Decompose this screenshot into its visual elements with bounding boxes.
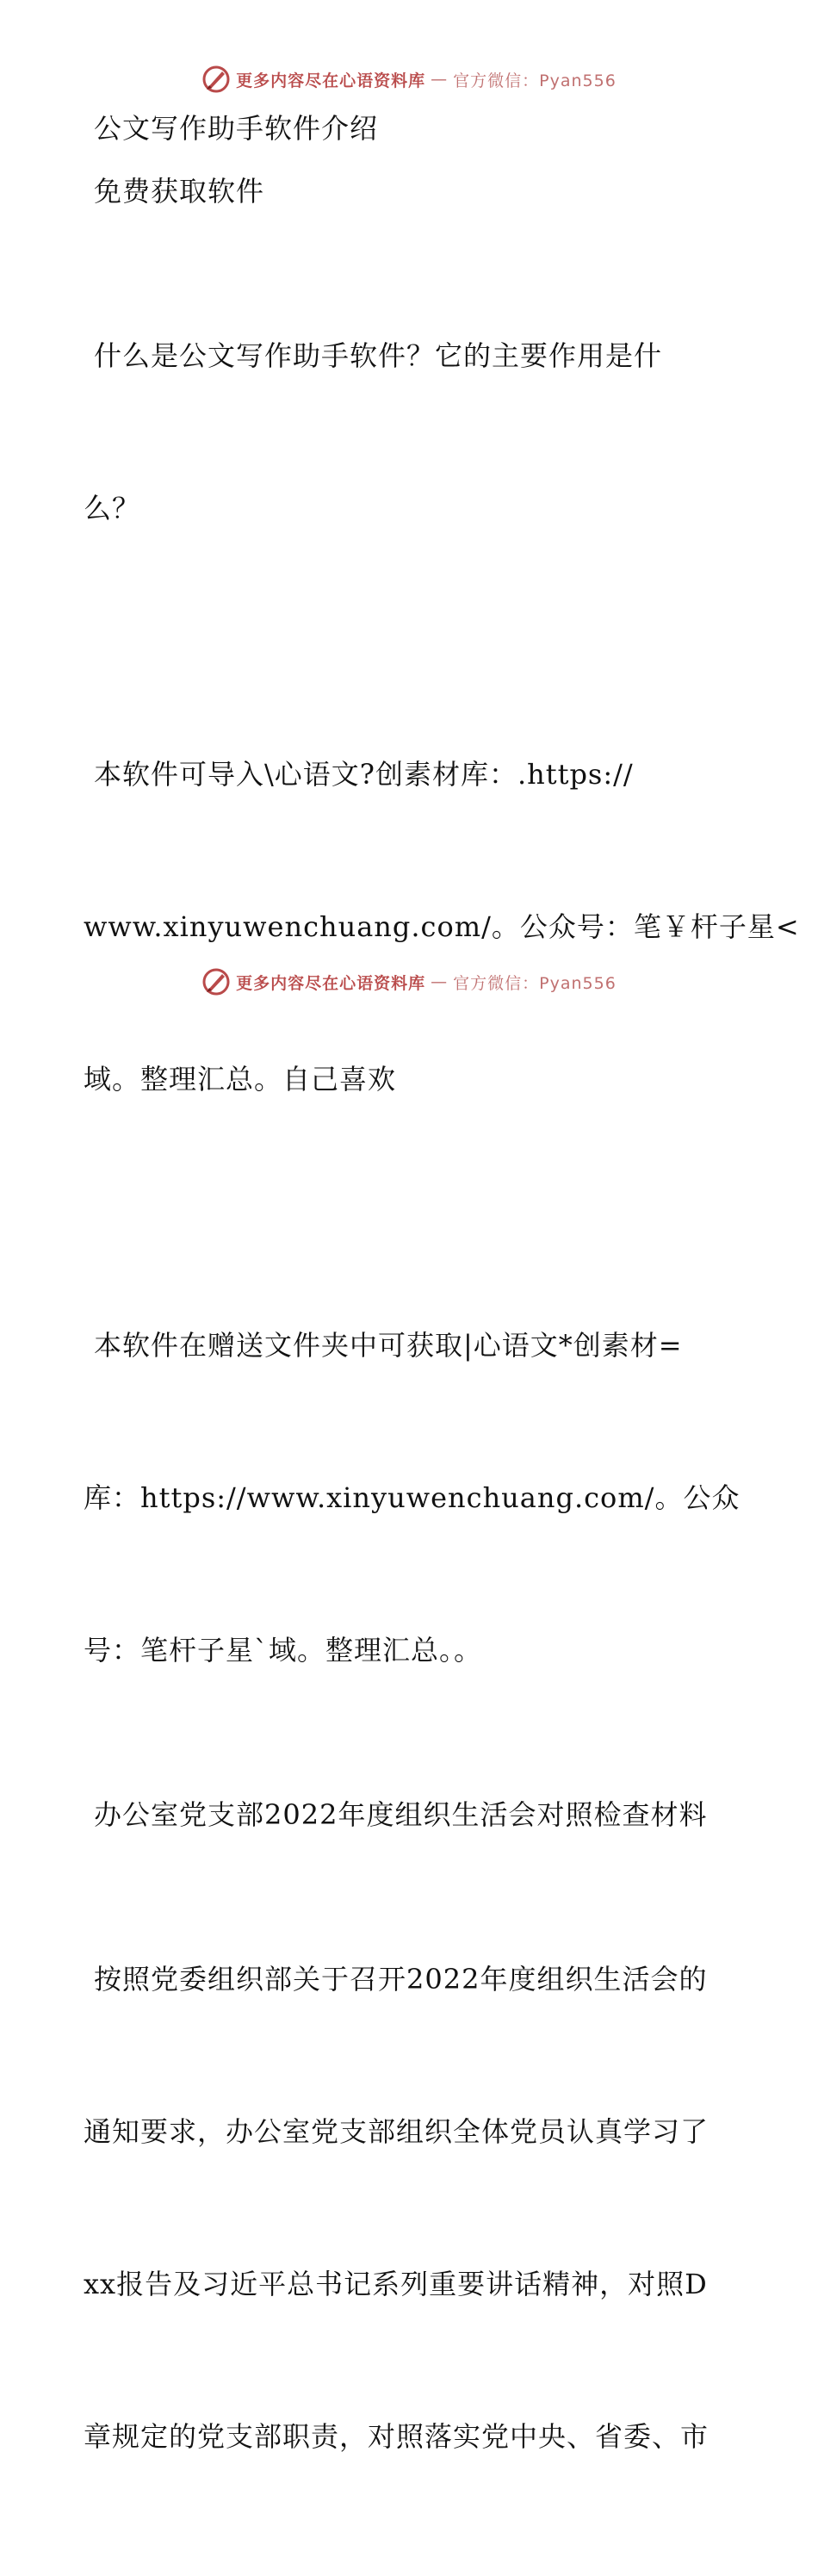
document-body	[84, 103, 800, 2576]
watermark-text: 更多内容尽在心语资料库	[236, 973, 426, 993]
text-line: 域。整理汇总。自己喜欢	[84, 1063, 397, 1096]
watermark-subtext: 官方微信：Pyan556	[453, 71, 617, 90]
text-line: 章规定的党支部职责，对照落实党中央、省委、市	[84, 2420, 710, 2453]
text-line: 按照党委组织部关于召开2022年度组织生活会的	[94, 1963, 708, 1996]
text-line: 号：笔杆子星`域。整理汇总。。	[84, 1634, 483, 1667]
pen-quill-logo-icon	[201, 967, 231, 996]
watermark-text: 更多内容尽在心语资料库	[236, 71, 426, 90]
text-line: 本软件在赠送文件夹中可获取|心语文*创素材=	[94, 1329, 683, 1362]
text-line: xx报告及习近平总书记系列重要讲话精神，对照D	[84, 2268, 708, 2300]
text-line: www.xinyuwenchuang.com/。公众号：笔￥杆子星<	[84, 910, 800, 943]
text-line: 么？	[84, 492, 141, 525]
text-line: 什么是公文写作助手软件？它的主要作用是什	[94, 339, 663, 372]
text-line: 库：https://www.xinyuwenchuang.com/。公众	[84, 1481, 741, 1514]
document-subtitle: 免费获取软件	[94, 175, 265, 208]
document-title: 公文写作助手软件介绍	[94, 112, 379, 145]
paragraph-3	[84, 1853, 738, 2564]
pen-quill-logo-icon	[201, 65, 231, 94]
watermark-separator: —	[431, 972, 449, 991]
watermark-banner-bottom	[0, 963, 818, 1001]
text-line: 本软件可导入\心语文?创素材库：.https://	[94, 758, 634, 791]
text-line: 通知要求，办公室党支部组织全体党员认真学习了	[84, 2115, 710, 2148]
watermark-banner-top	[0, 60, 818, 98]
watermark-separator: —	[431, 70, 449, 89]
paragraph-2	[84, 1219, 741, 1778]
watermark-subtext: 官方微信：Pyan556	[453, 973, 617, 993]
paragraph-1	[84, 648, 800, 1207]
section-heading: 办公室党支部2022年度组织生活会对照检查材料	[94, 1798, 708, 1831]
question-paragraph	[84, 229, 738, 636]
